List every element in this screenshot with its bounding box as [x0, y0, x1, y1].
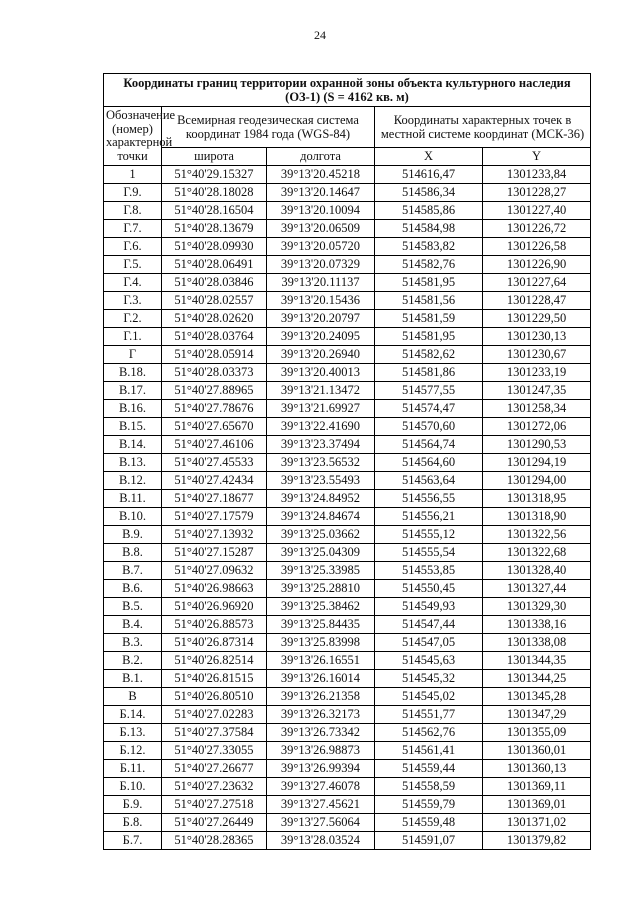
table-row [104, 382, 591, 400]
point-cell: В.17. [104, 382, 162, 400]
latitude-cell: 51°40'28.03373 [162, 364, 267, 382]
longitude-cell: 39°13'23.37494 [267, 436, 375, 454]
latitude-cell: 51°40'27.26677 [162, 760, 267, 778]
x-cell: 514549,93 [375, 598, 483, 616]
coordinates-table [103, 73, 591, 850]
y-cell: 1301328,40 [483, 562, 591, 580]
latitude-cell: 51°40'27.65670 [162, 418, 267, 436]
x-cell: 514564,60 [375, 454, 483, 472]
table-row [104, 562, 591, 580]
point-cell: Б.9. [104, 796, 162, 814]
y-cell: 1301379,82 [483, 832, 591, 850]
point-cell: Б.12. [104, 742, 162, 760]
longitude-cell: 39°13'25.04309 [267, 544, 375, 562]
point-cell: В.3. [104, 634, 162, 652]
point-cell: Б.14. [104, 706, 162, 724]
longitude-cell: 39°13'23.56532 [267, 454, 375, 472]
header-msk36: Координаты характерных точек в местной системе координат (МСК-36) [375, 107, 591, 148]
longitude-cell: 39°13'26.99394 [267, 760, 375, 778]
y-cell: 1301355,09 [483, 724, 591, 742]
longitude-cell: 39°13'20.45218 [267, 166, 375, 184]
point-cell: Г.7. [104, 220, 162, 238]
point-cell: Г.2. [104, 310, 162, 328]
y-cell: 1301360,01 [483, 742, 591, 760]
point-cell: Г.9. [104, 184, 162, 202]
longitude-cell: 39°13'20.10094 [267, 202, 375, 220]
table-row [104, 526, 591, 544]
longitude-cell: 39°13'20.05720 [267, 238, 375, 256]
latitude-cell: 51°40'28.16504 [162, 202, 267, 220]
table-row [104, 778, 591, 796]
latitude-cell: 51°40'27.17579 [162, 508, 267, 526]
longitude-cell: 39°13'20.06509 [267, 220, 375, 238]
longitude-cell: 39°13'21.69927 [267, 400, 375, 418]
latitude-cell: 51°40'27.88965 [162, 382, 267, 400]
longitude-cell: 39°13'25.33985 [267, 562, 375, 580]
longitude-cell: 39°13'25.84435 [267, 616, 375, 634]
latitude-cell: 51°40'26.98663 [162, 580, 267, 598]
x-cell: 514559,44 [375, 760, 483, 778]
point-cell: В.15. [104, 418, 162, 436]
table-row [104, 184, 591, 202]
y-cell: 1301338,16 [483, 616, 591, 634]
x-cell: 514586,34 [375, 184, 483, 202]
point-cell: В.7. [104, 562, 162, 580]
table-row [104, 202, 591, 220]
x-cell: 514551,77 [375, 706, 483, 724]
longitude-cell: 39°13'21.13472 [267, 382, 375, 400]
y-cell: 1301344,25 [483, 670, 591, 688]
x-cell: 514585,86 [375, 202, 483, 220]
latitude-cell: 51°40'28.28365 [162, 832, 267, 850]
table-row [104, 580, 591, 598]
y-cell: 1301228,47 [483, 292, 591, 310]
longitude-cell: 39°13'24.84674 [267, 508, 375, 526]
longitude-cell: 39°13'20.20797 [267, 310, 375, 328]
latitude-cell: 51°40'28.02620 [162, 310, 267, 328]
x-cell: 514562,76 [375, 724, 483, 742]
point-cell: 1 [104, 166, 162, 184]
y-cell: 1301272,06 [483, 418, 591, 436]
x-cell: 514574,47 [375, 400, 483, 418]
latitude-cell: 51°40'27.78676 [162, 400, 267, 418]
latitude-cell: 51°40'26.81515 [162, 670, 267, 688]
x-cell: 514555,54 [375, 544, 483, 562]
point-cell: Б.10. [104, 778, 162, 796]
longitude-cell: 39°13'26.98873 [267, 742, 375, 760]
latitude-cell: 51°40'27.45533 [162, 454, 267, 472]
y-cell: 1301228,27 [483, 184, 591, 202]
table-row [104, 706, 591, 724]
point-cell: В.9. [104, 526, 162, 544]
point-cell: В.1. [104, 670, 162, 688]
latitude-cell: 51°40'28.05914 [162, 346, 267, 364]
longitude-cell: 39°13'20.26940 [267, 346, 375, 364]
table-row [104, 364, 591, 382]
point-cell: В [104, 688, 162, 706]
table-row [104, 760, 591, 778]
x-cell: 514616,47 [375, 166, 483, 184]
point-cell: Г.6. [104, 238, 162, 256]
y-cell: 1301322,56 [483, 526, 591, 544]
latitude-cell: 51°40'28.03764 [162, 328, 267, 346]
longitude-cell: 39°13'27.46078 [267, 778, 375, 796]
header-longitude: долгота [267, 147, 375, 165]
y-cell: 1301230,13 [483, 328, 591, 346]
point-cell: Г.3. [104, 292, 162, 310]
y-cell: 1301290,53 [483, 436, 591, 454]
x-cell: 514582,76 [375, 256, 483, 274]
y-cell: 1301360,13 [483, 760, 591, 778]
point-cell: Г.5. [104, 256, 162, 274]
table-row [104, 256, 591, 274]
x-cell: 514547,44 [375, 616, 483, 634]
latitude-cell: 51°40'26.80510 [162, 688, 267, 706]
y-cell: 1301258,34 [483, 400, 591, 418]
point-cell: В.8. [104, 544, 162, 562]
latitude-cell: 51°40'28.09930 [162, 238, 267, 256]
table-row [104, 472, 591, 490]
latitude-cell: 51°40'26.96920 [162, 598, 267, 616]
x-cell: 514545,02 [375, 688, 483, 706]
table-row [104, 220, 591, 238]
y-cell: 1301233,84 [483, 166, 591, 184]
x-cell: 514582,62 [375, 346, 483, 364]
latitude-cell: 51°40'26.87314 [162, 634, 267, 652]
latitude-cell: 51°40'27.18677 [162, 490, 267, 508]
point-cell: Г.8. [104, 202, 162, 220]
point-cell: В.11. [104, 490, 162, 508]
point-cell: В.18. [104, 364, 162, 382]
longitude-cell: 39°13'22.41690 [267, 418, 375, 436]
y-cell: 1301318,95 [483, 490, 591, 508]
table-row [104, 598, 591, 616]
x-cell: 514564,74 [375, 436, 483, 454]
point-cell: В.4. [104, 616, 162, 634]
table-body [104, 166, 591, 850]
point-cell: Г.1. [104, 328, 162, 346]
table-row [104, 814, 591, 832]
latitude-cell: 51°40'27.26449 [162, 814, 267, 832]
table-row [104, 292, 591, 310]
point-cell: В.6. [104, 580, 162, 598]
header-x: X [375, 147, 483, 165]
longitude-cell: 39°13'26.21358 [267, 688, 375, 706]
longitude-cell: 39°13'25.83998 [267, 634, 375, 652]
y-cell: 1301329,30 [483, 598, 591, 616]
x-cell: 514559,79 [375, 796, 483, 814]
x-cell: 514553,85 [375, 562, 483, 580]
table-row [104, 328, 591, 346]
table-row [104, 310, 591, 328]
latitude-cell: 51°40'28.02557 [162, 292, 267, 310]
table-row [104, 688, 591, 706]
latitude-cell: 51°40'27.46106 [162, 436, 267, 454]
longitude-cell: 39°13'20.24095 [267, 328, 375, 346]
y-cell: 1301369,11 [483, 778, 591, 796]
table-row [104, 454, 591, 472]
header-y: Y [483, 147, 591, 165]
longitude-cell: 39°13'28.03524 [267, 832, 375, 850]
table-row [104, 652, 591, 670]
latitude-cell: 51°40'27.27518 [162, 796, 267, 814]
x-cell: 514583,82 [375, 238, 483, 256]
point-cell: Г [104, 346, 162, 364]
point-cell: Б.13. [104, 724, 162, 742]
x-cell: 514584,98 [375, 220, 483, 238]
longitude-cell: 39°13'25.28810 [267, 580, 375, 598]
x-cell: 514581,59 [375, 310, 483, 328]
x-cell: 514555,12 [375, 526, 483, 544]
longitude-cell: 39°13'26.16014 [267, 670, 375, 688]
table-row [104, 436, 591, 454]
x-cell: 514545,32 [375, 670, 483, 688]
point-cell: В.5. [104, 598, 162, 616]
y-cell: 1301227,40 [483, 202, 591, 220]
point-cell: В.16. [104, 400, 162, 418]
table-row [104, 724, 591, 742]
y-cell: 1301294,00 [483, 472, 591, 490]
table-row [104, 166, 591, 184]
x-cell: 514577,55 [375, 382, 483, 400]
latitude-cell: 51°40'27.23632 [162, 778, 267, 796]
point-cell: Г.4. [104, 274, 162, 292]
y-cell: 1301233,19 [483, 364, 591, 382]
latitude-cell: 51°40'26.82514 [162, 652, 267, 670]
longitude-cell: 39°13'20.07329 [267, 256, 375, 274]
table-row [104, 742, 591, 760]
table-row [104, 544, 591, 562]
longitude-cell: 39°13'20.14647 [267, 184, 375, 202]
table-row [104, 418, 591, 436]
point-cell: Б.7. [104, 832, 162, 850]
x-cell: 514570,60 [375, 418, 483, 436]
x-cell: 514559,48 [375, 814, 483, 832]
header-latitude: широта [162, 147, 267, 165]
longitude-cell: 39°13'24.84952 [267, 490, 375, 508]
x-cell: 514581,86 [375, 364, 483, 382]
table-row [104, 490, 591, 508]
x-cell: 514581,95 [375, 328, 483, 346]
y-cell: 1301344,35 [483, 652, 591, 670]
latitude-cell: 51°40'27.33055 [162, 742, 267, 760]
y-cell: 1301226,90 [483, 256, 591, 274]
page-number: 24 [314, 28, 326, 42]
table-row [104, 670, 591, 688]
x-cell: 514545,63 [375, 652, 483, 670]
x-cell: 514591,07 [375, 832, 483, 850]
longitude-cell: 39°13'27.56064 [267, 814, 375, 832]
y-cell: 1301338,08 [483, 634, 591, 652]
latitude-cell: 51°40'27.15287 [162, 544, 267, 562]
header-point-designation: Обозначение (номер) характерной точки [104, 107, 162, 166]
header-wgs84: Всемирная геодезическая система координат 1984 года (WGS-84) [162, 107, 375, 148]
x-cell: 514581,95 [375, 274, 483, 292]
y-cell: 1301318,90 [483, 508, 591, 526]
x-cell: 514547,05 [375, 634, 483, 652]
longitude-cell: 39°13'20.15436 [267, 292, 375, 310]
table-row [104, 616, 591, 634]
point-cell: В.13. [104, 454, 162, 472]
table-row [104, 634, 591, 652]
latitude-cell: 51°40'28.06491 [162, 256, 267, 274]
point-cell: В.2. [104, 652, 162, 670]
latitude-cell: 51°40'28.03846 [162, 274, 267, 292]
x-cell: 514581,56 [375, 292, 483, 310]
y-cell: 1301226,72 [483, 220, 591, 238]
latitude-cell: 51°40'27.13932 [162, 526, 267, 544]
longitude-cell: 39°13'20.40013 [267, 364, 375, 382]
latitude-cell: 51°40'27.09632 [162, 562, 267, 580]
longitude-cell: 39°13'27.45621 [267, 796, 375, 814]
y-cell: 1301327,44 [483, 580, 591, 598]
y-cell: 1301369,01 [483, 796, 591, 814]
x-cell: 514556,55 [375, 490, 483, 508]
point-cell: В.12. [104, 472, 162, 490]
table-row [104, 832, 591, 850]
y-cell: 1301322,68 [483, 544, 591, 562]
table-row [104, 346, 591, 364]
table-title: Координаты границ территории охранной зоны объекта культурного наследия (ОЗ-1) (S = 4162 кв. м) [104, 74, 591, 107]
table-row [104, 796, 591, 814]
latitude-cell: 51°40'27.02283 [162, 706, 267, 724]
y-cell: 1301226,58 [483, 238, 591, 256]
y-cell: 1301229,50 [483, 310, 591, 328]
y-cell: 1301227,64 [483, 274, 591, 292]
x-cell: 514561,41 [375, 742, 483, 760]
x-cell: 514563,64 [375, 472, 483, 490]
longitude-cell: 39°13'25.03662 [267, 526, 375, 544]
longitude-cell: 39°13'26.32173 [267, 706, 375, 724]
longitude-cell: 39°13'23.55493 [267, 472, 375, 490]
longitude-cell: 39°13'25.38462 [267, 598, 375, 616]
point-cell: В.14. [104, 436, 162, 454]
longitude-cell: 39°13'26.73342 [267, 724, 375, 742]
x-cell: 514550,45 [375, 580, 483, 598]
latitude-cell: 51°40'29.15327 [162, 166, 267, 184]
x-cell: 514556,21 [375, 508, 483, 526]
latitude-cell: 51°40'28.13679 [162, 220, 267, 238]
latitude-cell: 51°40'26.88573 [162, 616, 267, 634]
point-cell: Б.8. [104, 814, 162, 832]
longitude-cell: 39°13'26.16551 [267, 652, 375, 670]
y-cell: 1301345,28 [483, 688, 591, 706]
x-cell: 514558,59 [375, 778, 483, 796]
table-row [104, 238, 591, 256]
table-row [104, 400, 591, 418]
latitude-cell: 51°40'27.37584 [162, 724, 267, 742]
y-cell: 1301247,35 [483, 382, 591, 400]
y-cell: 1301230,67 [483, 346, 591, 364]
table-row [104, 508, 591, 526]
y-cell: 1301371,02 [483, 814, 591, 832]
latitude-cell: 51°40'28.18028 [162, 184, 267, 202]
latitude-cell: 51°40'27.42434 [162, 472, 267, 490]
point-cell: Б.11. [104, 760, 162, 778]
y-cell: 1301347,29 [483, 706, 591, 724]
point-cell: В.10. [104, 508, 162, 526]
longitude-cell: 39°13'20.11137 [267, 274, 375, 292]
table-row [104, 274, 591, 292]
y-cell: 1301294,19 [483, 454, 591, 472]
